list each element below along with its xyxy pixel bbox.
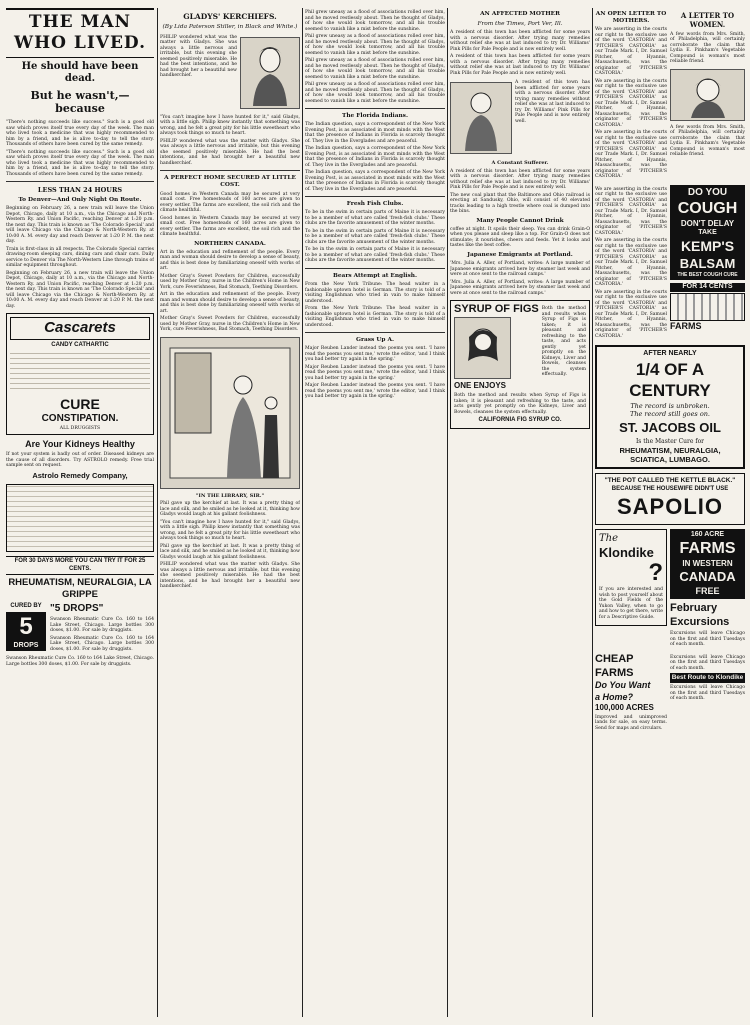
- column-3: [305, 8, 445, 1017]
- article-open-letter-4: We are asserting in the courts our right to the exclusive use of the word 'CASTORIA' and 'PITCHER'S CASTORIA' as our Trade Mark. I, Dr. Samuel Pitcher, of Hyannis, Massachusetts, was the originator of 'PITCHER'S CASTORIA.': [595, 186, 667, 236]
- article-coal: The new coal plant that the Baltimore and Ohio railroad is erecting at Sandusky, Ohio, will consist of 40 elevated tracks leading to a high trestle where coal is dumped into the bins.: [450, 192, 590, 215]
- heading-letter-women: A LETTER TO WOMEN.: [680, 11, 735, 29]
- article-phil-3: Phil grew uneasy as a flood of associations rolled over him, and he moved restlessly about. Then he thought of Gladys, of how she would look tomorrow, and all his trouble seemed to vanish like a mist before the sunshine.: [305, 58, 445, 80]
- article-open-letter-5: We are asserting in the courts our right to the exclusive use of the word 'CASTORIA' and 'PITCHER'S CASTORIA' as our Trade Mark. I, Dr. Samuel Pitcher, of Hyannis, Massachusetts, was the originator of 'PITCHER'S CASTORIA.': [595, 238, 667, 288]
- article-gladys-5: "You can't imagine how I have hunted for it," said Gladys, with a little sigh. Philip knew instantly that something was wrong, and he felt a great pity for his little sweetheart who always took things so much to heart.: [160, 519, 300, 542]
- caption-library: "IN THE LIBRARY, SIR.": [195, 492, 265, 499]
- article-mother-gray: Mother Gray's Sweet Powders for Children, successfully used by Mother Gray, nurse in the Children's Home in New York, cure Feverishness, Bad Stomach, Teething Disorders.: [160, 273, 300, 290]
- article-art-2: Art in the education and refinement of the people. Every man and woman should desire to develop a sense of beauty, and this is best done by familiarizing oneself with works of art.: [160, 292, 300, 314]
- article-florida: The Indian question, says a correspondent of the New York Evening Post, is as associated in most minds with the West that the presence of Indians in Florida is scarcely thought of. They live in the Everglades and are peaceful.: [305, 122, 445, 144]
- drops-number: 5: [6, 612, 46, 642]
- kemps-row: [595, 185, 745, 342]
- farm-produce-illustration: [670, 293, 745, 321]
- article-art: Art in the education and refinement of the people. Every man and woman should desire to develop a sense of beauty, and this is best done by familiarizing oneself with works of art.: [160, 249, 300, 272]
- heading-fish-clubs: Fresh Fish Clubs.: [346, 201, 404, 208]
- subheading-denver: To Denver—And Only Night On Route.: [18, 197, 142, 204]
- cheap-a-home: a Home?: [595, 691, 634, 702]
- article-florida-2: The Indian question, says a correspondent of the New York Evening Post, is as associated in most minds with the West that the presence of Indians in Florida is scarcely thought of. They live in the Everglades and are peaceful.: [305, 146, 445, 168]
- illustration-sufferer: [450, 82, 512, 154]
- syrup-girl-illustration: [454, 317, 511, 379]
- drops-name: "5 DROPS": [50, 602, 104, 614]
- klondike-the: The: [599, 532, 619, 544]
- drops-word: DROPS: [6, 642, 46, 651]
- article-japanese: 'Mrs. Julia A. Aller, of Portland, writes: A large number of Japanese emigrants arrived here by steamer last week and were at once sent to the railroad camps.': [450, 261, 590, 278]
- kemps-dont-delay: DON'T DELAY: [680, 219, 735, 229]
- article-mother-gray-2: Mother Gray's Sweet Powders for Children, successfully used by Mother Gray, nurse in the Children's Home in New York, cure Feverishness, Bad Stomach, Teething Disorders.: [160, 316, 300, 333]
- heading-24-hours: LESS THAN 24 HOURS: [37, 186, 123, 194]
- excursions-body: Excursions will leave Chicago on the first and third Tuesdays of each month.: [670, 631, 745, 648]
- article-lead-cont: "There's nothing succeeds like success." Such is a good old saw which proves itself true every day of the week. The man who lived took a medicine that was highly recommended to him by a friend, and he is alive to-day to tell the story. Thousands of others have been cured by the same remedy.: [6, 149, 154, 177]
- syrup-title: SYRUP OF FIGS: [454, 303, 539, 316]
- ad-cascarets: [6, 313, 154, 435]
- article-fish-clubs-3: To be in the swim in certain parts of Maine it is necessary to be a member of what are called 'fresh-fish clubs.' These clubs are the favorite amusement of the winter months.: [305, 247, 445, 264]
- subheading-times: From the Times, Port Ver, Ill.: [477, 21, 563, 28]
- article-mother-2: A resident of this town has been afflicted for some years with a nervous disorder. After trying many remedies without relief she was at last induced to try Dr. Williams' Pink Pills for Pale People and is now entirely well.: [450, 54, 590, 76]
- caption-sufferer: A Constant Sufferer.: [491, 160, 549, 167]
- heading-bears-english: Bears Attempt at English.: [332, 272, 418, 279]
- column-2: [160, 8, 300, 1017]
- subhead-because: But he wasn't,—because: [30, 88, 130, 116]
- letter-women-block: [670, 8, 745, 182]
- column-5: [595, 8, 745, 1017]
- article-denver: Beginning on February 26, a new train will leave the Union Depot, Chicago, daily at 10 a.m., via the Chicago and North-Western Ry. and Union Pacific, reaching Denver at 1:20 p.m. the next day. This train is known as 'The Colorado Special' and will leave Chicago via the Chicago & North-Western Ry. at 10:00 A. M. every day and reach Denver at 1:20 P. M. the next day.: [6, 206, 154, 245]
- klondike-body: If you are interested and wish to post yourself about the Gold Fields of the Yukon Valley, when to go and how to get there, write for a Descriptive Guide.: [599, 587, 663, 620]
- ad-sapolio: [595, 473, 745, 524]
- heading-affected-mother: AN AFFECTED MOTHER: [480, 11, 560, 17]
- article-florida-3: The Indian question, says a correspondent of the New York Evening Post, is as associated in most minds with the West that the presence of Indians in Florida is scarcely thought of. They live in the Everglades and are peaceful.: [305, 170, 445, 192]
- column-rule: [157, 8, 158, 1017]
- article-grass-2: Major Reuben Lander instead the poems you sent. 'I have read the poems you sent me,' wrote the editor, 'and I think you had better try again in the spring.': [305, 364, 445, 381]
- article-gladys-3: PHILIP wondered what was the matter with Gladys. She was always a little nervous and irritable, but this evening she seemed positively miserable. He had the best intentions, and he had brought her a beautiful new handkerchief.: [160, 138, 300, 166]
- ad-syrup-of-figs: [450, 300, 590, 429]
- column-1: [6, 8, 154, 1017]
- kemps-cough: COUGH: [677, 200, 738, 218]
- article-fish-clubs-2: To be in the swim in certain parts of Maine it is necessary to be a member of what are called 'fresh-fish clubs.' These clubs are the favorite amusement of the winter months.: [305, 228, 445, 245]
- century-goes-on: The record still goes on.: [629, 409, 710, 418]
- canada-farms: FARMS: [679, 540, 736, 558]
- sapolio-pot: "THE POT CALLED THE KETTLE BLACK.": [604, 477, 736, 485]
- excursions-body-2: Excursions will leave Chicago on the first and third Tuesdays of each month.: [670, 654, 745, 671]
- heading-rheumatism: RHEUMATISM, NEURALGIA, LA GRIPPE: [8, 577, 152, 601]
- heading-cannot-drink: Many People Cannot Drink: [476, 217, 564, 224]
- subhead-should-be-dead: He should have been dead.: [21, 60, 139, 84]
- drops-cured-by: CURED BY: [10, 602, 42, 609]
- astrolo-company: Astrolo Remedy Company,: [32, 470, 128, 480]
- divider: [305, 332, 445, 333]
- article-kidneys: If not your system is badly out of order. Diseased kidneys are the cause of all disorders. Try ASTROLO remedy. Free trial sample sent on request.: [6, 452, 154, 469]
- kemps-do-you: DO YOU: [687, 186, 728, 198]
- canada-in-western: IN WESTERN: [682, 559, 733, 569]
- cascarets-note: ALL DRUGGISTS: [59, 425, 101, 431]
- cascarets-constipation: CONSTIPATION.: [41, 413, 119, 425]
- divider: [305, 108, 445, 109]
- century-master-cure: Is the Master Cure for: [635, 438, 705, 446]
- drops-fineprint: Swanson Rheumatic Cure Co. 160 to 164 Lake Street, Chicago. Large bottles 300 doses, $1.00. For sale by druggists.: [6, 656, 154, 667]
- cascarets-copy-block: [10, 353, 150, 393]
- syrup-body: Both the method and results when Syrup of Figs is taken; it is pleasant and refreshing to the taste, and acts gently yet promptly on the Kidneys, Liver and Bowels, cleanses the system effectually.: [541, 306, 586, 378]
- excursions-title: Excursions: [670, 615, 730, 628]
- illustration-lady-portrait: [240, 37, 300, 109]
- divider: [6, 181, 154, 182]
- column-rule: [447, 8, 448, 1017]
- divider: [305, 268, 445, 269]
- article-letter-women-2: A few words from Mrs. Smith, of Philadelphia, will certainly corroborate the claim that Lydia E. Pinkham's Vegetable Compound is woman's most reliable friend.: [670, 124, 745, 157]
- illustration-library: [160, 337, 300, 489]
- excursions-body-3: Excursions will leave Chicago on the first and third Tuesdays of each month.: [670, 685, 745, 702]
- ad-5-drops: [6, 603, 154, 655]
- top-row-c5: [595, 8, 745, 182]
- article-phil-4: Phil grew uneasy as a flood of associations rolled over him, and he moved restlessly about. Then he thought of Gladys, of how she would look tomorrow, and all his trouble seemed to vanish like a mist before the sunshine.: [305, 82, 445, 104]
- article-open-letter-3: We are asserting in the courts our right to the exclusive use of the word 'CASTORIA' and 'PITCHER'S CASTORIA' as our Trade Mark. I, Dr. Samuel Pitcher, of Hyannis, Massachusetts, was the originator of 'PITCHER'S CASTORIA.': [595, 130, 667, 180]
- syrup-one-enjoys: ONE ENJOYS: [454, 381, 507, 391]
- farms-14-cents: FOR 14 CENTS: [670, 283, 745, 292]
- sufferer-icon: [453, 85, 509, 151]
- article-perfect-home-2: Good homes in Western Canada may be secured at very small cost. Free homesteads of 160 acres are given to every settler. The farms are excellent, the soil rich and the climate healthful.: [160, 215, 300, 238]
- canada-canada: CANADA: [679, 569, 736, 585]
- canada-160: 160 ACRE: [690, 530, 725, 538]
- drops-body-2: Swanson Rheumatic Cure Co. 160 to 164 Lake Street, Chicago. Large bottles 300 doses, $1.00. For sale by druggists.: [50, 635, 154, 652]
- headline-man-who-lived: THE MAN WHO LIVED.: [6, 8, 154, 58]
- article-bears-2: From the New York Tribune: The head waiter in a fashionable uptown hotel is German. The story is told of a visiting Englishman who tried in vain to make himself understood.: [305, 306, 445, 328]
- heading-northern-canada: NORTHERN CANADA.: [194, 240, 266, 247]
- ad-cheap-farms: [595, 653, 667, 734]
- heading-open-letter: AN OPEN LETTER TO MOTHERS.: [595, 11, 667, 25]
- article-lead: "There's nothing succeeds like success." Such is a good old saw which proves itself true every day of the week. The man who lived took a medicine that was highly recommended to him by a friend, and he is alive to-day to tell the story. Thousands of others have been cured by the same remedy.: [6, 120, 154, 147]
- column-rule: [302, 8, 303, 1017]
- illustration-pinkham: [670, 69, 745, 121]
- article-mother-4: A resident of this town has been afflicted for some years with a nervous disorder. After trying many remedies without relief she was at last induced to try Dr. Williams' Pink Pills for Pale People and is now entirely well.: [450, 168, 590, 191]
- best-route-klondike: Best Route to Klondike: [670, 673, 745, 683]
- girl-portrait-icon: [458, 321, 508, 376]
- article-mother: A resident of this town has been afflicted for some years with a nervous disorder. After trying many remedies without relief she was at last induced to try Dr. Williams' Pink Pills for Pale People and is now entirely well.: [450, 30, 590, 52]
- syrup-company: CALIFORNIA FIG SYRUP CO.: [478, 417, 562, 424]
- cascarets-cure: CURE: [60, 395, 100, 412]
- kemps-take: TAKE: [698, 229, 717, 237]
- cheap-farms-title: CHEAP FARMS: [595, 652, 634, 679]
- ad-canada-farms: [670, 529, 745, 599]
- cascarets-kind: CANDY CATHARTIC: [51, 342, 109, 349]
- cheap-do-you-want: Do You Want: [595, 680, 651, 691]
- article-gladys-4: Phil gave up the kerchief at last. It was a pretty thing of lace and silk, and he smiled as he looked at it, thinking how Gladys would laugh at his gallant foolishness.: [160, 501, 300, 518]
- article-gladys-2: "You can't imagine how I have hunted for it," said Gladys, with a little sigh. Philip knew instantly that something was wrong, and he felt a great pity for his little sweetheart who always took things so much to heart.: [160, 114, 300, 137]
- article-open-letter-6: We are asserting in the courts our right to the exclusive use of the word 'CASTORIA' and 'PITCHER'S CASTORIA' as our Trade Mark. I, Dr. Samuel Pitcher, of Hyannis, Massachusetts, was the originator of 'PITCHER'S CASTORIA.': [595, 289, 667, 339]
- article-open-letter-2: We are asserting in the courts our right to the exclusive use of the word 'CASTORIA' and 'PITCHER'S CASTORIA' as our Trade Mark. I, Dr. Samuel Pitcher, of Hyannis, Massachusetts, was the originator of 'PITCHER'S CASTORIA.': [595, 78, 667, 128]
- kemps-balsam: BALSAM: [679, 255, 736, 271]
- column-4: [450, 8, 590, 1017]
- article-grass: Major Reuben Lander instead the poems you sent. 'I have read the poems you sent me,' wrote the editor, 'and I think you had better try again in the spring.': [305, 346, 445, 363]
- heading-kidneys: Are Your Kidneys Healthy: [25, 439, 135, 450]
- article-gladys-6: Phil gave up the kerchief at last. It was a pretty thing of lace and silk, and he smiled as he looked at it, thinking how Gladys would laugh at his gallant foolishness.: [160, 543, 300, 560]
- drops-bottle: [6, 603, 46, 655]
- mother-illus-row: [450, 78, 590, 158]
- century-after-nearly: AFTER NEARLY: [643, 350, 697, 358]
- byline-gladys: (By Lida Paterson Stiller, in Black and White.): [162, 24, 298, 31]
- klondike-question: ?: [648, 559, 663, 587]
- small-ads-left: [595, 185, 667, 342]
- pinkham-portrait-icon: [683, 72, 733, 118]
- heading-japanese: Japanese Emigrants at Portland.: [467, 251, 573, 258]
- excursions-february: February: [670, 601, 718, 614]
- open-letter-block: [595, 8, 667, 182]
- divider: [305, 196, 445, 197]
- article-fish-clubs: To be in the swim in certain parts of Maine it is necessary to be a member of what are called 'fresh-fish clubs.' These clubs are the favorite amusement of the winter months.: [305, 210, 445, 227]
- century-sciatica: SCIATICA, LUMBAGO.: [630, 455, 710, 465]
- library-scene-icon: [165, 343, 295, 483]
- kemps-name: KEMP'S: [680, 238, 735, 255]
- kemps-best-cure: THE BEST COUGH CURE: [677, 271, 738, 278]
- century-st-jacobs: ST. JACOBS OIL: [619, 419, 721, 435]
- canada-free: FREE: [695, 585, 720, 596]
- article-phil-1: Phil grew uneasy as a flood of associations rolled over him, and he moved restlessly about. Then he thought of Gladys, of how she would look tomorrow, and all his trouble seemed to vanish like a mist before the sunshine.: [305, 10, 445, 32]
- lady-portrait-icon: [243, 40, 297, 106]
- article-denver-2: Train is first-class in all respects. The Colorado Special carries drawing-room sleeping cars, dining cars and chair cars. Daily service to Denver via The North-Western Line through trains of similar equipment throughout.: [6, 246, 154, 269]
- century-quarter: 1/4 OF A CENTURY: [629, 360, 711, 401]
- article-phil-2: Phil grew uneasy as a flood of associations rolled over him, and he moved restlessly about. Then he thought of Gladys, of how she would look tomorrow, and all his trouble seemed to vanish like a mist before the sunshine.: [305, 34, 445, 56]
- century-rheumatism: RHEUMATISM, NEURALGIA,: [619, 445, 721, 455]
- heading-grass-up: Grass Up A.: [356, 337, 394, 344]
- article-gladys-1: PHILIP wondered what was the matter with Gladys. She was always a little nervous and irritable, but this evening she seemed positively miserable. He had the best intentions, and he had brought her a beautiful new handkerchief.: [160, 34, 237, 79]
- article-mother-3: A resident of this town has been afflicted for some years with a nervous disorder. After trying many remedies without relief she was at last induced to try Dr. Williams' Pink Pills for Pale People and is now entirely well.: [515, 80, 590, 124]
- article-grain-o: coffee at night. It spoils their sleep. You can drink Grain-O when you please and sleep like a top. For Grain-O does not stimulate; it nourishes, cheers and feeds. Yet it looks and tastes like the best coffee.: [450, 226, 590, 249]
- cheap-body: Improved and unimproved lands for sale, on easy terms. Send for maps and circulars.: [595, 714, 667, 731]
- ad-klondike: [595, 529, 667, 627]
- syrup-body-2: Both the method and results when Syrup of Figs is taken; it is pleasant and refreshing to the taste, and acts gently yet promptly on the Kidneys, Liver and Bowels, cleanses the system effectually.: [454, 393, 586, 415]
- article-japanese-2: 'Mrs. Julia A. Aller, of Portland, writes: A large number of Japanese emigrants arrived here by steamer last week and were at once sent to the railroad camps.': [450, 279, 590, 296]
- banner-30-days: FOR 30 DAYS MORE YOU CAN TRY IT FOR 25 CENTS.: [6, 556, 154, 575]
- divider: [160, 170, 300, 171]
- klondike-name: Klondike: [599, 545, 654, 561]
- article-denver-3: Beginning on February 26, a new train will leave the Union Depot, Chicago, daily at 10 a.m., via the Chicago and North-Western Ry. and Union Pacific, reaching Denver at 1:20 p.m. the next day. This train is known as 'The Colorado Special' and will leave Chicago via the Chicago & North-Western Ry. at 10:00 A. M. every day and reach Denver at 1:20 P. M. the next day.: [6, 270, 154, 309]
- article-letter-women: A few words from Mrs. Smith, of Philadelphia, will certainly corroborate the claim that Lydia E. Pinkham's Vegetable Compound is woman's most reliable friend.: [670, 31, 745, 64]
- sapolio-name: SAPOLIO: [616, 494, 723, 520]
- farms-word: FARMS: [670, 320, 702, 331]
- cheap-acres: 100,000 ACRES: [595, 702, 654, 712]
- article-bears: From the New York Tribune: The head waiter in a fashionable uptown hotel is German. The story is told of a visiting Englishman who tried in vain to make himself understood.: [305, 282, 445, 304]
- ad-st-jacobs-oil: [595, 345, 745, 469]
- column-rule: [592, 8, 593, 1017]
- cascarets-brand: Cascarets: [10, 317, 150, 340]
- headline-gladys: GLADYS' KERCHIEFS.: [183, 12, 277, 21]
- klondike-row: [595, 529, 745, 650]
- article-perfect-home: Good homes in Western Canada may be secured at very small cost. Free homesteads of 160 acres are given to every settler. The farms are excellent, the soil rich and the climate healthful.: [160, 191, 300, 214]
- cheap-farms-row: [595, 653, 745, 734]
- heading-perfect-home: A PERFECT HOME SECURED AT LITTLE COST.: [164, 175, 296, 189]
- article-open-letter: We are asserting in the courts our right to the exclusive use of the word 'CASTORIA' and 'PITCHER'S CASTORIA' as our Trade Mark. I, Dr. Samuel Pitcher, of Hyannis, Massachusetts, was the originator of 'PITCHER'S CASTORIA.': [595, 27, 667, 77]
- article-gladys-7: PHILIP wondered what was the matter with Gladys. She was always a little nervous and irritable, but this evening she seemed positively miserable. He had the best intentions, and he had brought her a beautiful new handkerchief.: [160, 562, 300, 590]
- article-grass-3: Major Reuben Lander instead the poems you sent. 'I have read the poems you sent me,' wrote the editor, 'and I think you had better try again in the spring.': [305, 383, 445, 400]
- ad-kemps: [670, 185, 745, 342]
- gladys-top: [160, 33, 300, 113]
- century-unbroken: The record is unbroken.: [630, 401, 710, 410]
- sapolio-housewife: BECAUSE THE HOUSEWIFE DIDN'T USE: [611, 485, 729, 492]
- drops-body: Swanson Rheumatic Cure Co. 160 to 164 Lake Street, Chicago. Large bottles 300 doses, $1.00. For sale by druggists.: [50, 617, 154, 634]
- heading-florida-indians: The Florida Indians.: [342, 113, 408, 119]
- ad-small-boxes: [6, 484, 154, 552]
